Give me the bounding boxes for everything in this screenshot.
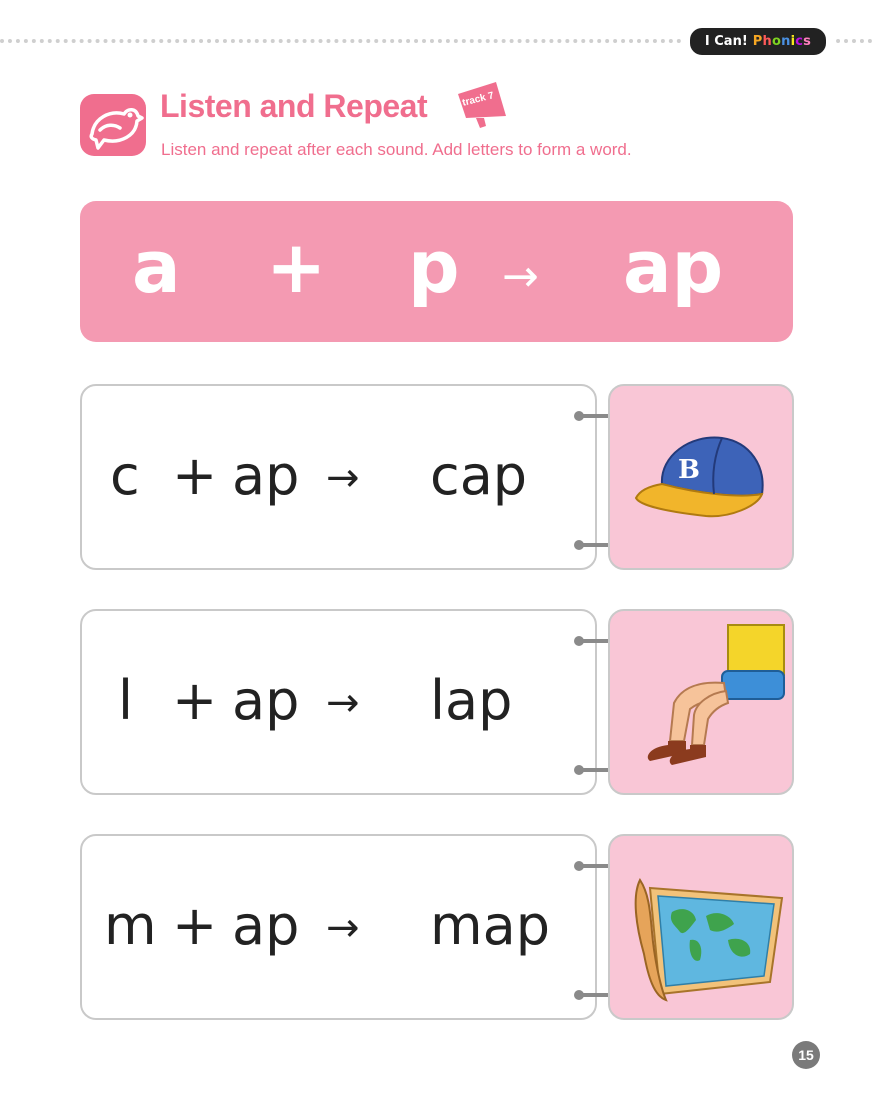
svg-text:B: B: [678, 455, 700, 485]
word-card-cap[interactable]: [80, 384, 597, 570]
brand-name: Phonics: [752, 34, 812, 49]
track-label: track 7: [461, 90, 496, 109]
result-word: map: [430, 893, 550, 957]
brand-prefix: I Can!: [704, 34, 748, 49]
plus-sign: +: [172, 893, 218, 957]
baseball-cap-icon: [608, 384, 794, 570]
arrow: →: [326, 679, 360, 726]
bird-icon: [80, 94, 146, 156]
page-number: 15: [792, 1041, 820, 1069]
rime: ap: [232, 893, 300, 957]
formula-arrow: →: [502, 251, 539, 302]
word-card-map[interactable]: [80, 834, 597, 1020]
rime: ap: [232, 668, 300, 732]
formula-banner: [80, 201, 793, 342]
arrow: →: [326, 904, 360, 951]
section-title: Listen and Repeat: [160, 88, 428, 124]
megaphone-icon[interactable]: [456, 80, 508, 130]
brand-label: [688, 26, 828, 57]
lap-legs-icon: [608, 609, 794, 795]
onset: c: [110, 443, 140, 507]
onset: m: [104, 893, 157, 957]
formula-result: ap: [623, 225, 724, 309]
formula-plus: +: [266, 225, 327, 309]
onset: l: [118, 668, 134, 732]
result-word: lap: [430, 668, 513, 732]
word-card-lap[interactable]: [80, 609, 597, 795]
formula-part-1: a: [132, 225, 181, 309]
plus-sign: +: [172, 443, 218, 507]
formula-part-2: p: [408, 225, 460, 309]
instructions-text: Listen and repeat after each sound. Add letters to form a word.: [161, 140, 632, 159]
world-map-icon: [608, 834, 794, 1020]
result-word: cap: [430, 443, 528, 507]
rime: ap: [232, 443, 300, 507]
plus-sign: +: [172, 668, 218, 732]
arrow: →: [326, 454, 360, 501]
